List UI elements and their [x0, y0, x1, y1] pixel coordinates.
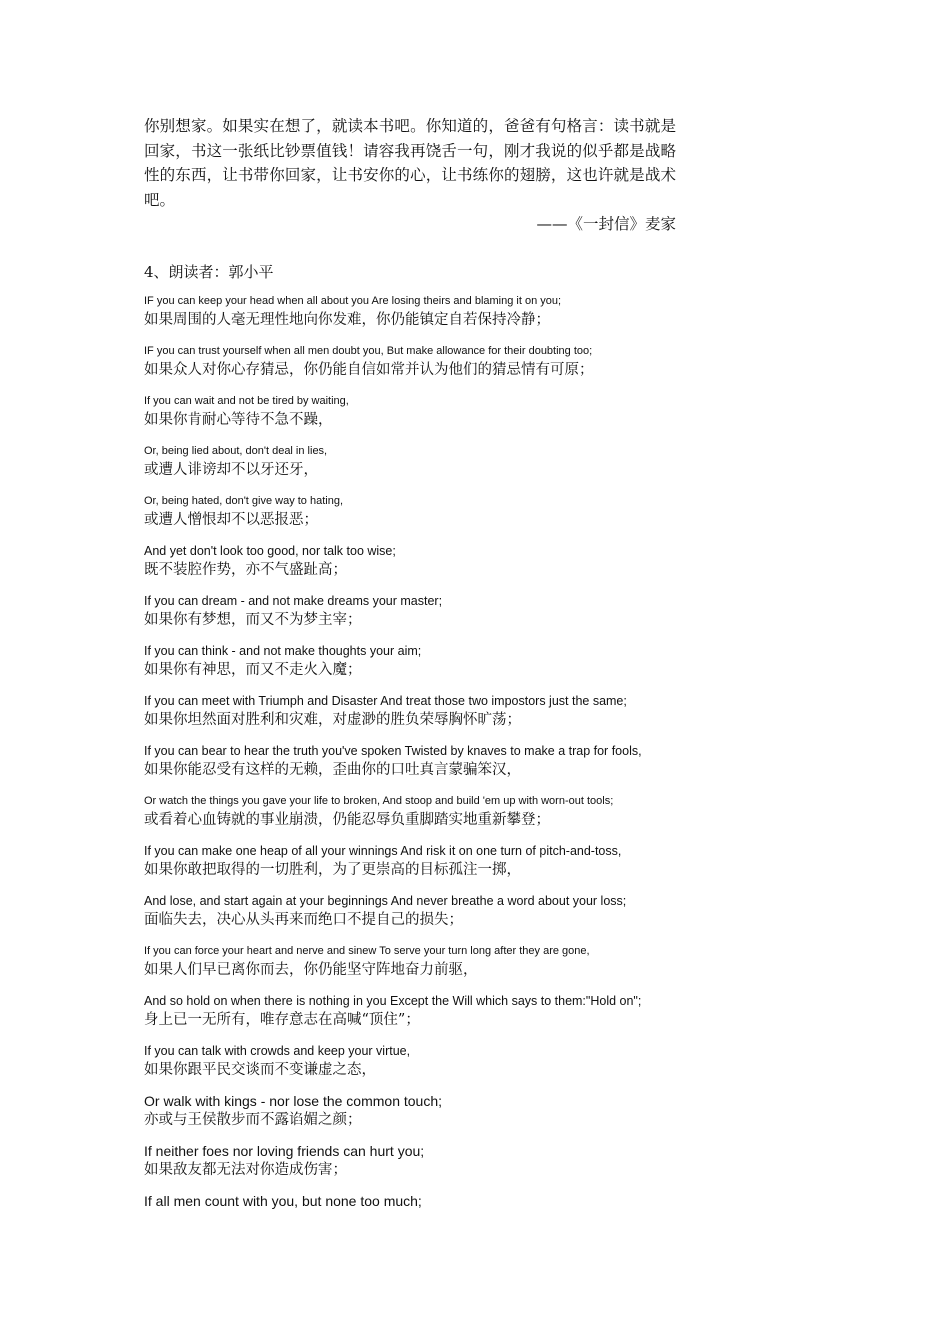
- poem-line-pair: [144, 392, 676, 431]
- chinese-line: 如果你有梦想，而又不为梦主宰；: [144, 612, 362, 628]
- poem-line-pair: [144, 1192, 676, 1210]
- poem-lines: [144, 292, 676, 1210]
- english-line: IF you can keep your head when all about you Are losing theirs and blaming it on you;: [144, 295, 562, 307]
- english-line: And yet don't look too good, nor talk too wise;: [144, 544, 396, 558]
- poem-line-pair: [144, 592, 676, 631]
- section-heading: 4、朗读者：郭小平: [144, 263, 274, 281]
- chinese-line: 面临失去，决心从头再来而绝口不提自己的损失；: [144, 912, 463, 928]
- poem-line-pair: [144, 892, 676, 931]
- english-line: If you can wait and not be tired by waiting,: [144, 395, 349, 407]
- english-line: And lose, and start again at your beginnings And never breathe a word about your loss;: [144, 894, 627, 908]
- english-line: If neither foes nor loving friends can hurt you;: [144, 1143, 425, 1159]
- poem-line-pair: [144, 342, 676, 381]
- english-line: If you can dream - and not make dreams your master;: [144, 594, 443, 608]
- chinese-line: 既不装腔作势，亦不气盛趾高；: [144, 562, 347, 578]
- english-line: If you can talk with crowds and keep your virtue,: [144, 1044, 411, 1058]
- english-line: IF you can trust yourself when all men doubt you, But make allowance for their doubting too;: [144, 345, 593, 357]
- english-line: Or walk with kings - nor lose the common touch;: [144, 1093, 443, 1109]
- chinese-line: 如果你肯耐心等待不急不躁，: [144, 412, 333, 428]
- english-line: If you can meet with Triumph and Disaster And treat those two impostors just the same;: [144, 694, 627, 708]
- english-line: If you can think - and not make thoughts your aim;: [144, 644, 422, 658]
- poem-line-pair: [144, 792, 676, 831]
- poem-line-pair: [144, 492, 676, 531]
- chinese-line: 如果你能忍受有这样的无赖，歪曲你的口吐真言蒙骗笨汉，: [144, 762, 521, 778]
- intro-paragraph: 你别想家。如果实在想了，就读本书吧。你知道的，爸爸有句格言：读书就是回家，书这一张纸比钞票值钱！请容我再饶舌一句，刚才我说的似乎都是战略性的东西，让书带你回家，让书安你的心，让书练你的翅膀，这也许就是战术吧。: [144, 117, 676, 209]
- chinese-line: 如果你敢把取得的一切胜利，为了更崇高的目标孤注一掷，: [144, 862, 521, 878]
- english-line: If all men count with you, but none too much;: [144, 1193, 422, 1209]
- poem-line-pair: [144, 1092, 676, 1131]
- document-page: [144, 114, 676, 1210]
- english-line: If you can bear to hear the truth you've spoken Twisted by knaves to make a trap for fools,: [144, 744, 642, 758]
- poem-line-pair: [144, 642, 676, 681]
- poem-line-pair: [144, 442, 676, 481]
- chinese-line: 如果众人对你心存猜忌，你仍能自信如常并认为他们的猜忌情有可原；: [144, 362, 594, 378]
- english-line: If you can make one heap of all your winnings And risk it on one turn of pitch-and-toss,: [144, 844, 622, 858]
- chinese-line: 或看着心血铸就的事业崩溃，仍能忍辱负重脚踏实地重新攀登；: [144, 812, 550, 828]
- poem-line-pair: [144, 1042, 676, 1081]
- chinese-line: 如果你有神思，而又不走火入魔；: [144, 662, 362, 678]
- chinese-line: 如果你坦然面对胜利和灾难，对虚渺的胜负荣辱胸怀旷荡；: [144, 712, 521, 728]
- poem-line-pair: [144, 542, 676, 581]
- chinese-line: 如果敌友都无法对你造成伤害；: [144, 1162, 347, 1178]
- chinese-line: 如果你跟平民交谈而不变谦虚之态，: [144, 1062, 376, 1078]
- english-line: If you can force your heart and nerve and sinew To serve your turn long after they are gone,: [144, 945, 590, 957]
- chinese-line: 如果周围的人毫无理性地向你发难，你仍能镇定自若保持冷静；: [144, 312, 550, 328]
- chinese-line: 身上已一无所有，唯存意志在高喊“顶住”；: [144, 1012, 420, 1028]
- poem-line-pair: [144, 1142, 676, 1181]
- chinese-line: 亦或与王侯散步而不露谄媚之颜；: [144, 1112, 362, 1128]
- intro-signature: ——《一封信》麦家: [536, 215, 676, 233]
- poem-line-pair: [144, 842, 676, 881]
- chinese-line: 如果人们早已离你而去，你仍能坚守阵地奋力前驱，: [144, 962, 478, 978]
- poem-line-pair: [144, 292, 676, 331]
- chinese-line: 或遭人诽谤却不以牙还牙，: [144, 462, 318, 478]
- poem-line-pair: [144, 942, 676, 981]
- english-line: Or watch the things you gave your life to broken, And stoop and build 'em up with worn-out tools;: [144, 795, 614, 807]
- chinese-line: 或遭人憎恨却不以恶报恶；: [144, 512, 318, 528]
- english-line: Or, being lied about, don't deal in lies,: [144, 445, 328, 457]
- poem-line-pair: [144, 992, 676, 1031]
- english-line: Or, being hated, don't give way to hating,: [144, 495, 344, 507]
- poem-line-pair: [144, 692, 676, 731]
- english-line: And so hold on when there is nothing in you Except the Will which says to them:"Hold on";: [144, 994, 642, 1008]
- poem-line-pair: [144, 742, 676, 781]
